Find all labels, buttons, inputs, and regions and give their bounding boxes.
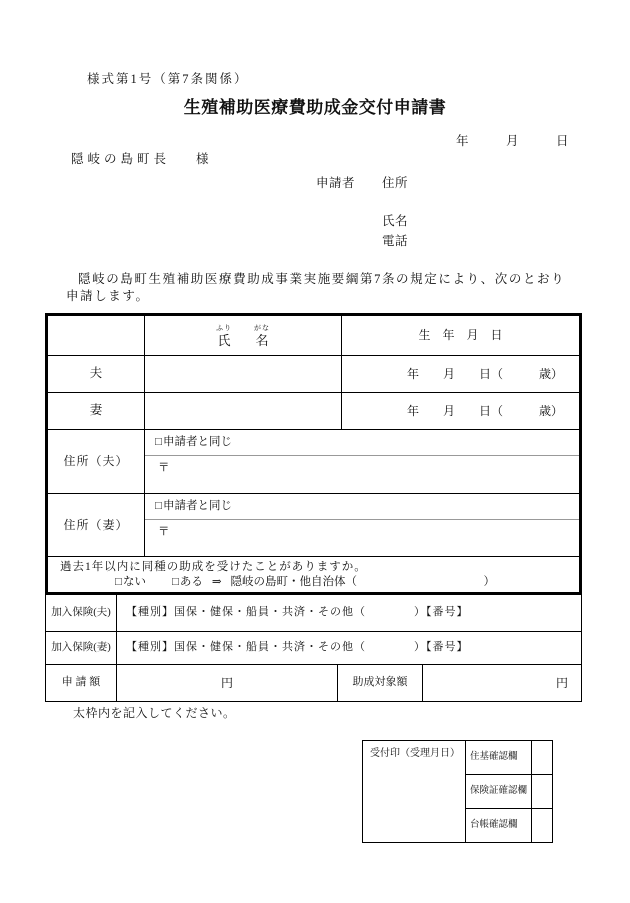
history-row bbox=[48, 557, 579, 592]
wife-dob-field[interactable]: 年 月 日（ 歳） bbox=[406, 403, 563, 418]
husband-address-row bbox=[48, 430, 579, 494]
table-header-row bbox=[48, 316, 579, 356]
stamp-box bbox=[532, 775, 552, 808]
amount-row bbox=[46, 665, 581, 701]
history-no-label: ない bbox=[122, 576, 146, 589]
insurance-wife-label: 加入保険(妻) bbox=[46, 632, 117, 664]
confirmation-row bbox=[466, 775, 552, 809]
insurance-husband-row bbox=[46, 595, 581, 632]
history-no-checkbox[interactable]: □ bbox=[115, 576, 122, 589]
applicant-phone-label: 電話 bbox=[382, 234, 409, 248]
dob-column-header: 生 年 月 日 bbox=[418, 328, 503, 342]
insurance-wife-detail[interactable]: 【種別】国保・健保・船員・共済・その他（ ）【番号】 bbox=[126, 641, 469, 654]
husband-row bbox=[48, 356, 579, 393]
application-amount-field[interactable]: 円 bbox=[117, 665, 338, 701]
insurance-husband-detail[interactable]: 【種別】国保・健保・船員・共済・その他（ ）【番号】 bbox=[126, 606, 469, 619]
confirmation-label-daicho: 台帳確認欄 bbox=[466, 809, 532, 842]
wife-address-row bbox=[48, 494, 579, 557]
husband-address-field[interactable] bbox=[145, 456, 579, 493]
history-no-option bbox=[115, 575, 146, 589]
insurance-table bbox=[45, 595, 582, 702]
applicant-name-label: 氏名 bbox=[382, 214, 409, 228]
history-target-text: 隠岐の島町・他自治体（ ） bbox=[230, 576, 496, 589]
insurance-husband-label: 加入保険(夫) bbox=[46, 595, 117, 631]
name-header-char-right: 名 bbox=[255, 332, 269, 348]
stamp-box bbox=[532, 741, 552, 774]
history-yes-label: ある bbox=[179, 576, 203, 589]
history-yes-checkbox[interactable]: □ bbox=[171, 576, 179, 589]
husband-dob-field[interactable]: 年 月 日（ 歳） bbox=[406, 366, 563, 381]
postal-mark: 〒 bbox=[158, 526, 170, 538]
wife-address-field[interactable] bbox=[145, 520, 579, 556]
insurance-wife-row bbox=[46, 632, 581, 665]
form-title: 生殖補助医療費助成金交付申請書 bbox=[183, 98, 447, 117]
furigana-right: がな bbox=[254, 323, 270, 332]
same-as-applicant-label: 申請者と同じ bbox=[162, 500, 232, 513]
addressee-line bbox=[71, 152, 209, 168]
confirmation-row bbox=[466, 809, 552, 842]
stamp-box bbox=[532, 809, 552, 842]
honorific: 様 bbox=[196, 152, 209, 166]
wife-row bbox=[48, 393, 579, 430]
name-column-header bbox=[145, 316, 342, 355]
confirmation-row bbox=[466, 741, 552, 775]
name-header-char-left: 氏 bbox=[217, 332, 231, 348]
wife-name-field[interactable] bbox=[145, 393, 342, 429]
application-amount-label: 申 請 額 bbox=[46, 665, 117, 701]
date-placeholder-line: 年 月 日 bbox=[456, 134, 569, 148]
subsidy-amount-field[interactable]: 円 bbox=[555, 675, 568, 690]
body-paragraph-line1: 隠岐の島町生殖補助医療費助成事業実施要綱第7条の規定により、次のとおり bbox=[78, 272, 566, 286]
confirmation-label-hokensho: 保険証確認欄 bbox=[466, 775, 532, 808]
history-question: 過去1年以内に同種の助成を受けたことがありますか。 bbox=[60, 561, 367, 573]
note-text: 太枠内を記入してください。 bbox=[73, 706, 236, 720]
furigana-left: ふり bbox=[216, 323, 232, 332]
header-corner-cell bbox=[48, 316, 145, 355]
applicant-info-table bbox=[45, 313, 582, 595]
addressee-name: 隠岐の島町長 bbox=[71, 152, 171, 166]
same-as-applicant-label: 申請者と同じ bbox=[162, 436, 232, 449]
husband-name-field[interactable] bbox=[145, 356, 342, 392]
stamp-table bbox=[362, 740, 553, 843]
wife-address-label: 住所（妻） bbox=[48, 494, 145, 556]
applicant-label: 申請者 bbox=[316, 176, 356, 190]
subsidy-amount-label: 助成対象額 bbox=[338, 665, 423, 701]
husband-row-label: 夫 bbox=[48, 356, 145, 392]
applicant-address-label: 住所 bbox=[382, 176, 409, 190]
history-yes-option bbox=[172, 575, 203, 589]
husband-address-label: 住所（夫） bbox=[48, 430, 145, 493]
wife-row-label: 妻 bbox=[48, 393, 145, 429]
receipt-stamp-label: 受付印（受理月日） bbox=[363, 741, 466, 842]
arrow-right-icon: ⇒ bbox=[211, 576, 222, 589]
postal-mark: 〒 bbox=[158, 462, 170, 474]
form-number: 様式第1号（第7条関係） bbox=[87, 72, 249, 86]
husband-same-as-applicant-checkbox[interactable]: □ bbox=[155, 436, 162, 449]
wife-same-as-applicant-checkbox[interactable]: □ bbox=[155, 500, 162, 513]
body-paragraph-line2: 申請します。 bbox=[66, 289, 150, 303]
confirmation-label-juki: 住基確認欄 bbox=[466, 741, 532, 774]
